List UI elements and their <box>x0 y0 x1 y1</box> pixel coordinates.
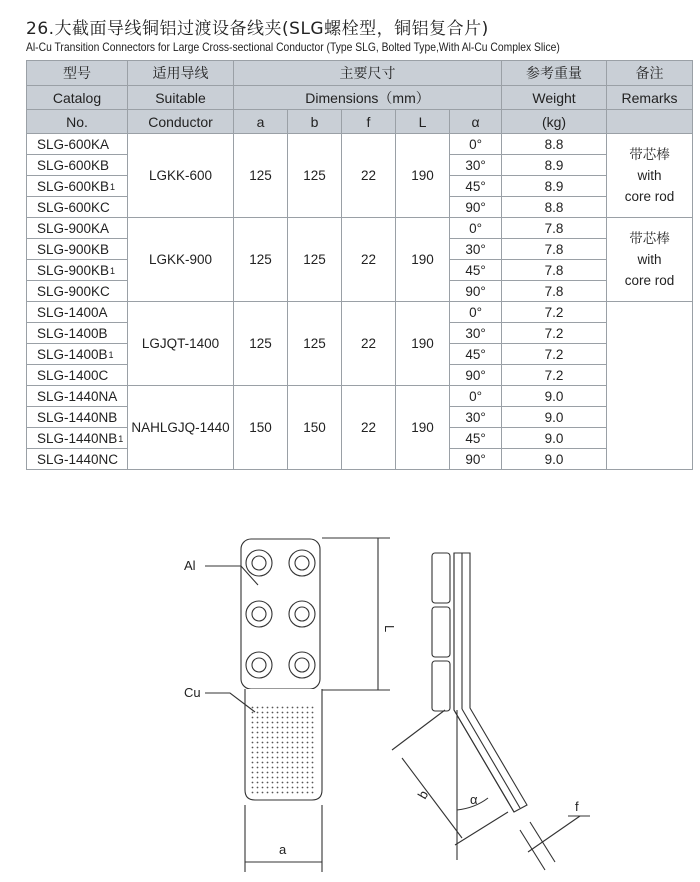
catalog-cell: SLG-$1440NB^1$ <box>27 428 128 449</box>
alpha-cell: 0° <box>450 218 502 239</box>
alpha-cell: 0° <box>450 302 502 323</box>
header-col-b: b <box>288 110 342 134</box>
dim-b-cell: 125 <box>288 302 342 386</box>
alpha-cell: 45° <box>450 344 502 365</box>
header-catalog-no: No. <box>27 110 128 134</box>
header-dims-en: Dimensions（mm） <box>234 86 502 110</box>
weight-cell: 7.2 <box>502 365 607 386</box>
dim-a-cell: 125 <box>234 134 288 218</box>
weight-cell: 8.9 <box>502 155 607 176</box>
header-remarks-en: Remarks <box>607 86 693 110</box>
alpha-cell: 30° <box>450 239 502 260</box>
table-row <box>27 386 693 407</box>
catalog-cell: SLG-900KB <box>27 239 128 260</box>
table-row <box>27 218 693 239</box>
conductor-cell: LGKK-900 <box>128 218 234 302</box>
alpha-cell: 30° <box>450 407 502 428</box>
catalog-cell: SLG-600KC <box>27 197 128 218</box>
page-title: 26.大截面导线铜铝过渡设备线夹(SLG螺栓型，铜铝复合片) <box>26 19 489 39</box>
catalog-cell: SLG-1400C <box>27 365 128 386</box>
header-weight-unit: (kg) <box>502 110 607 134</box>
dim-f-cell: 22 <box>342 386 396 470</box>
spec-table <box>26 60 693 470</box>
weight-cell: 8.8 <box>502 134 607 155</box>
header-col-alpha: α <box>450 110 502 134</box>
label-b: b <box>414 787 432 802</box>
alpha-cell: 45° <box>450 428 502 449</box>
table-row <box>27 302 693 323</box>
catalog-cell: SLG-1440NB <box>27 407 128 428</box>
weight-cell: 9.0 <box>502 428 607 449</box>
conductor-cell: NAHLGJQ-1440 <box>128 386 234 470</box>
dim-a-cell: 125 <box>234 218 288 302</box>
remark-cell: 带芯棒 with core rod <box>607 134 693 218</box>
dim-L-cell: 190 <box>396 386 450 470</box>
header-col-L: L <box>396 110 450 134</box>
label-alpha: α <box>470 792 478 807</box>
catalog-cell: SLG-$900KB^1$ <box>27 260 128 281</box>
catalog-cell: SLG-1440NA <box>27 386 128 407</box>
label-cu: Cu <box>184 685 201 700</box>
catalog-cell: SLG-1440NC <box>27 449 128 470</box>
alpha-cell: 90° <box>450 197 502 218</box>
dim-f-cell: 22 <box>342 134 396 218</box>
catalog-cell: SLG-$1400B^1$ <box>27 344 128 365</box>
table-row <box>27 134 693 155</box>
alpha-cell: 30° <box>450 323 502 344</box>
alpha-cell: 90° <box>450 449 502 470</box>
weight-cell: 7.2 <box>502 323 607 344</box>
weight-cell: 7.8 <box>502 239 607 260</box>
weight-cell: 8.8 <box>502 197 607 218</box>
al-plate <box>241 539 320 689</box>
header-remarks-blank <box>607 110 693 134</box>
weight-cell: 7.8 <box>502 281 607 302</box>
catalog-cell: SLG-600KA <box>27 134 128 155</box>
alpha-cell: 30° <box>450 155 502 176</box>
weight-cell: 7.8 <box>502 260 607 281</box>
header-catalog-en: Catalog <box>27 86 128 110</box>
weight-cell: 9.0 <box>502 449 607 470</box>
catalog-cell: SLG-1400A <box>27 302 128 323</box>
catalog-cell: SLG-600KB <box>27 155 128 176</box>
dim-L-cell: 190 <box>396 218 450 302</box>
header-remarks-zh: 备注 <box>607 61 693 86</box>
header-weight-en: Weight <box>502 86 607 110</box>
dim-L-cell: 190 <box>396 134 450 218</box>
label-a: a <box>279 842 287 857</box>
conductor-cell: LGKK-600 <box>128 134 234 218</box>
remark-cell: 带芯棒 with core rod <box>607 218 693 302</box>
label-L: L <box>382 625 397 633</box>
header-conductor-zh: 适用导线 <box>128 61 234 86</box>
header-catalog-zh: 型号 <box>27 61 128 86</box>
catalog-cell: SLG-$600KB^1$ <box>27 176 128 197</box>
conductor-cell: LGJQT-1400 <box>128 302 234 386</box>
remark-cell-empty <box>607 302 693 470</box>
dim-b-cell: 125 <box>288 134 342 218</box>
alpha-cell: 90° <box>450 281 502 302</box>
catalog-cell: SLG-900KA <box>27 218 128 239</box>
header-conductor-en2: Conductor <box>128 110 234 134</box>
dim-L-cell: 190 <box>396 302 450 386</box>
catalog-cell: SLG-1400B <box>27 323 128 344</box>
dim-f-cell: 22 <box>342 218 396 302</box>
dim-a-cell: 125 <box>234 302 288 386</box>
label-f: f <box>575 799 579 814</box>
dim-b-cell: 150 <box>288 386 342 470</box>
alpha-cell: 90° <box>450 365 502 386</box>
header-weight-zh: 参考重量 <box>502 61 607 86</box>
alpha-cell: 0° <box>450 134 502 155</box>
header-col-f: f <box>342 110 396 134</box>
connector-drawing <box>0 520 700 882</box>
weight-cell: 8.9 <box>502 176 607 197</box>
dim-a-cell: 150 <box>234 386 288 470</box>
dim-b-cell: 125 <box>288 218 342 302</box>
alpha-cell: 45° <box>450 176 502 197</box>
header-dims-zh: 主要尺寸 <box>234 61 502 86</box>
page-subtitle: Al-Cu Transition Connectors for Large Cross-sectional Conductor (Type SLG, Bolted Type,With Al-Cu Complex Slice) <box>26 40 560 54</box>
weight-cell: 7.2 <box>502 302 607 323</box>
dim-f-cell: 22 <box>342 302 396 386</box>
weight-cell: 9.0 <box>502 386 607 407</box>
alpha-cell: 45° <box>450 260 502 281</box>
header-col-a: a <box>234 110 288 134</box>
alpha-cell: 0° <box>450 386 502 407</box>
label-al: Al <box>184 558 196 573</box>
catalog-cell: SLG-900KC <box>27 281 128 302</box>
weight-cell: 7.2 <box>502 344 607 365</box>
header-conductor-en: Suitable <box>128 86 234 110</box>
weight-cell: 7.8 <box>502 218 607 239</box>
weight-cell: 9.0 <box>502 407 607 428</box>
